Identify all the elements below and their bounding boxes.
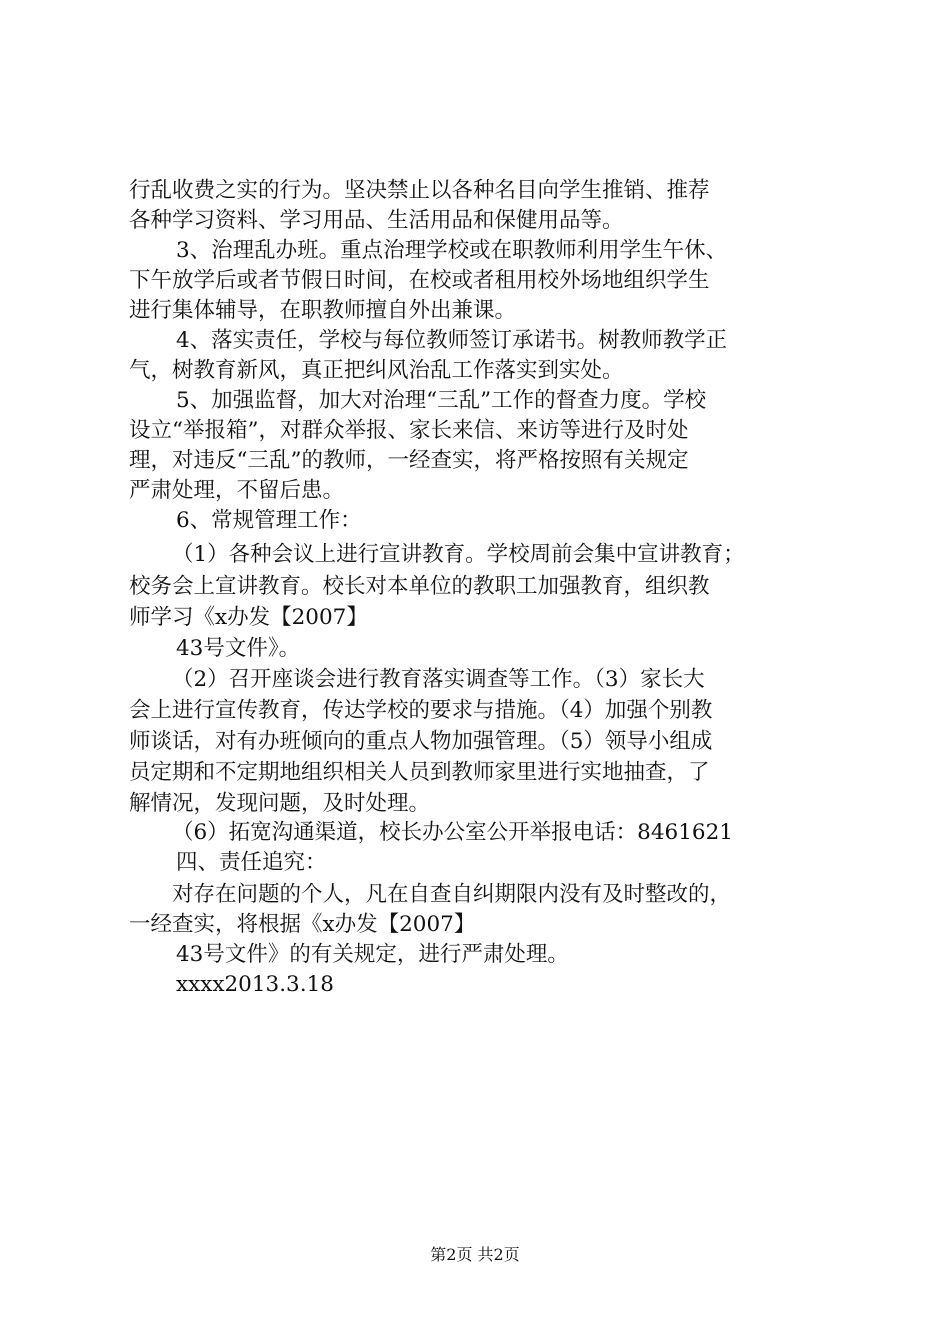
text-line: 一经查实，将根据《x办发【2007】: [129, 912, 476, 937]
text-line: xxxx2013.3.18: [176, 972, 334, 997]
text-line: 43号文件》的有关规定，进行严肃处理。: [176, 942, 569, 967]
text-line: 下午放学后或者节假日时间，在校或者租用校外场地组织学生: [129, 268, 710, 293]
text-line: 进行集体辅导，在职教师擅自外出兼课。: [129, 298, 517, 323]
text-line: 四、责任追究：: [176, 850, 327, 875]
page-footer: 第2页 共2页: [430, 1245, 520, 1264]
text-line: 对存在问题的个人，凡在自查自纠期限内没有及时整改的，: [172, 882, 732, 907]
text-line: 员定期和不定期地组织相关人员到教师家里进行实地抽查，了: [129, 760, 710, 785]
text-line: （2）召开座谈会进行教育落实调查等工作。（3）家长大: [172, 667, 705, 692]
text-line: 43号文件》。: [176, 636, 301, 661]
text-line: 解情况，发现问题，及时处理。: [129, 791, 431, 816]
text-line: 理，对违反“三乱”的教师，一经查实，将严格按照有关规定: [129, 448, 689, 473]
text-line: （1）各种会议上进行宣讲教育。学校周前会集中宣讲教育；: [172, 542, 745, 567]
text-line: 行乱收费之实的行为。坚决禁止以各种名目向学生推销、推荐: [129, 178, 710, 203]
text-line: 5、加强监督，加大对治理“三乱”工作的督查力度。学校: [176, 388, 707, 413]
text-line: 校务会上宣讲教育。校长对本单位的教职工加强教育，组织教: [129, 574, 710, 599]
text-line: 气，树教育新风，真正把纠风治乱工作落实到实处。: [129, 358, 624, 383]
text-line: （6）拓宽沟通渠道，校长办公室公开举报电话：8461621: [172, 820, 733, 845]
text-line: 3、治理乱办班。重点治理学校或在职教师利用学生午休、: [176, 238, 728, 263]
text-line: 师学习《x办发【2007】: [129, 605, 368, 630]
text-line: 设立“举报箱”，对群众举报、家长来信、来访等进行及时处: [129, 418, 689, 443]
text-line: 各种学习资料、学习用品、生活用品和保健用品等。: [129, 208, 624, 233]
text-line: 会上进行宣传教育，传达学校的要求与措施。（4）加强个别教: [129, 698, 713, 723]
text-line: 严肃处理，不留后患。: [129, 478, 345, 503]
text-line: 6、常规管理工作：: [176, 508, 362, 533]
text-line: 4、落实责任，学校与每位教师签订承诺书。树教师教学正: [176, 328, 728, 353]
text-line: 师谈话，对有办班倾向的重点人物加强管理。（5）领导小组成: [129, 729, 713, 754]
